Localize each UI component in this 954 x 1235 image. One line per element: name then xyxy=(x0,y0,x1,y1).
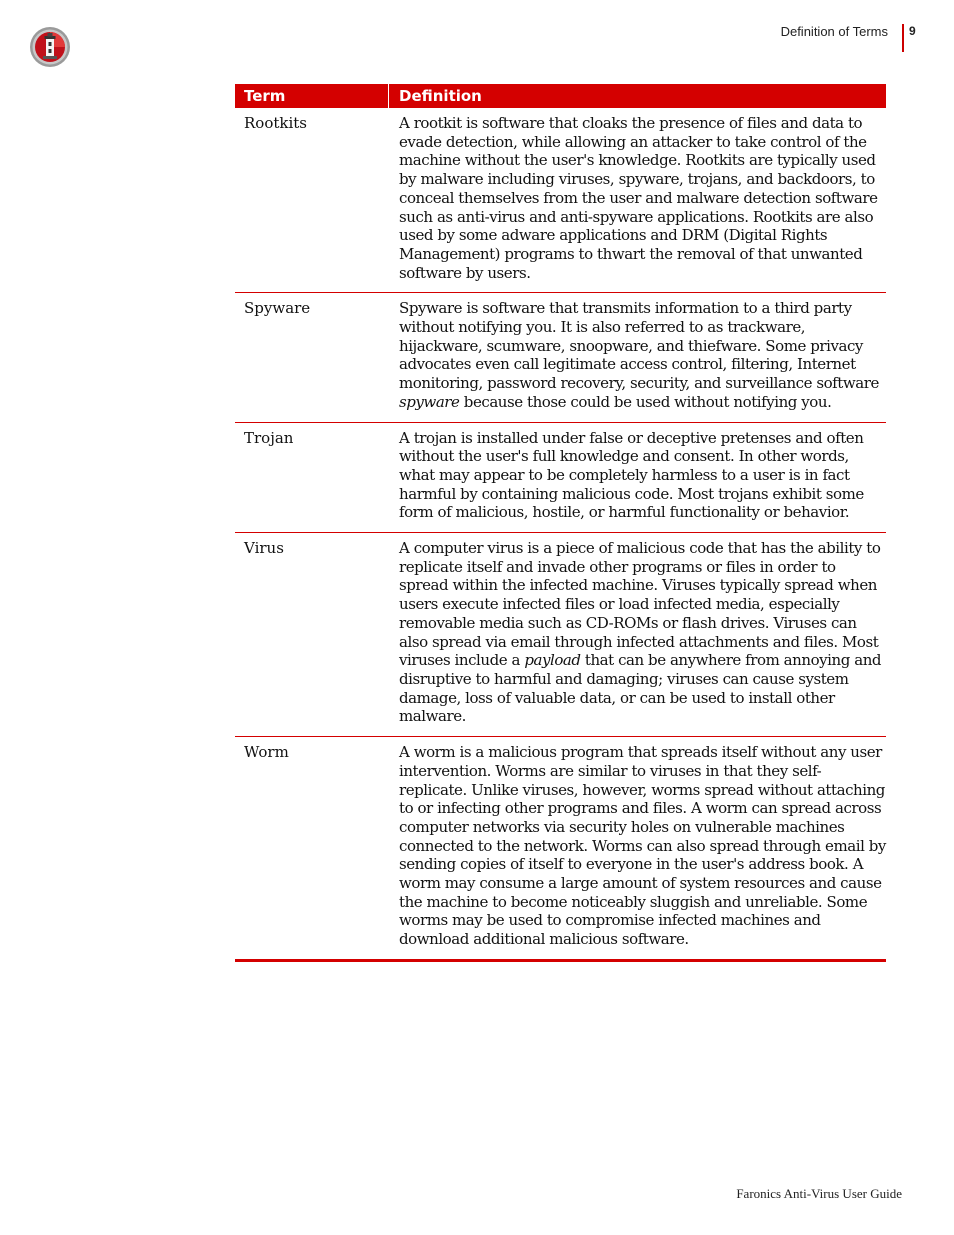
term-cell: Virus xyxy=(244,539,284,558)
column-header-term: Term xyxy=(235,84,389,108)
table-header xyxy=(235,84,886,108)
running-header-title: Definition of Terms xyxy=(780,24,888,39)
table-row xyxy=(235,737,886,962)
table-row xyxy=(235,423,886,534)
term-cell: Trojan xyxy=(244,428,294,447)
definition-cell: A computer virus is a piece of malicious code that has the ability to replicate itself and invade other programs or files in order to spread within the infected machine. Viruses typically spread when users execute infected files or load infected media, especially removable media such as CD-ROMs or flash drives. Viruses can also spread via email through infected attachments and files. Most viruses include a payload that can be anywhere from annoying and disruptive to harmful and damaging; viruses can cause system damage, loss of valuable data, or can be used to install other malware. xyxy=(399,539,882,726)
term-cell: Rootkits xyxy=(244,114,307,132)
running-footer-title: Faronics Anti-Virus User Guide xyxy=(736,1186,902,1201)
page-number: 9 xyxy=(909,24,916,38)
term-cell: Spyware xyxy=(244,299,311,318)
definition-cell: A trojan is installed under false or deceptive pretenses and often without the user's full knowledge and consent. In other words, what may appear to be completely harmless to a user is in fact harmful by containing malicious code. Most trojans exhibit some form of malicious, hostile, or harmful functionality or behavior. xyxy=(399,428,864,522)
terms-table xyxy=(235,84,886,962)
table-row xyxy=(235,108,886,293)
column-header-definition: Definition xyxy=(399,87,482,105)
header-divider xyxy=(902,24,904,52)
table-row xyxy=(235,533,886,737)
definition-cell: Spyware is software that transmits information to a third party without notifying you. It is also referred to as trackware, hijackware, scumware, snoopware, and thiefware. Some privacy advocates even call legitimate access control, filtering, Internet monitoring, password recovery, security, and surveillance software spyware because those could be used without notifying you. xyxy=(399,299,879,411)
faronics-logo-icon xyxy=(29,26,71,68)
definition-cell: A worm is a malicious program that spreads itself without any user intervention. Worms are similar to viruses in that they self-replicate. Unlike viruses, however, worms spread without attaching to or infecting other programs and files. A worm can spread across computer networks via security holes on vulnerable machines connected to the network. Worms can also spread through email by sending copies of itself to everyone in the user's address book. A worm may consume a large amount of system resources and cause the machine to become noticeably sluggish and unreliable. Some worms may be used to compromise infected machines and download additional malicious software. xyxy=(399,743,886,949)
term-cell: Worm xyxy=(244,743,289,762)
table-row xyxy=(235,293,886,422)
definition-cell: A rootkit is software that cloaks the presence of files and data to evade detection, while allowing an attacker to take control of the machine without the user's knowledge. Rootkits are typically used by malware including viruses, spyware, trojans, and backdoors, to conceal themselves from the user and malware detection software such as anti-virus and anti-spyware applications. Rootkits are also used by some adware applications and DRM (Digital Rights Management) programs to thwart the removal of that unwanted software by users. xyxy=(399,114,878,282)
